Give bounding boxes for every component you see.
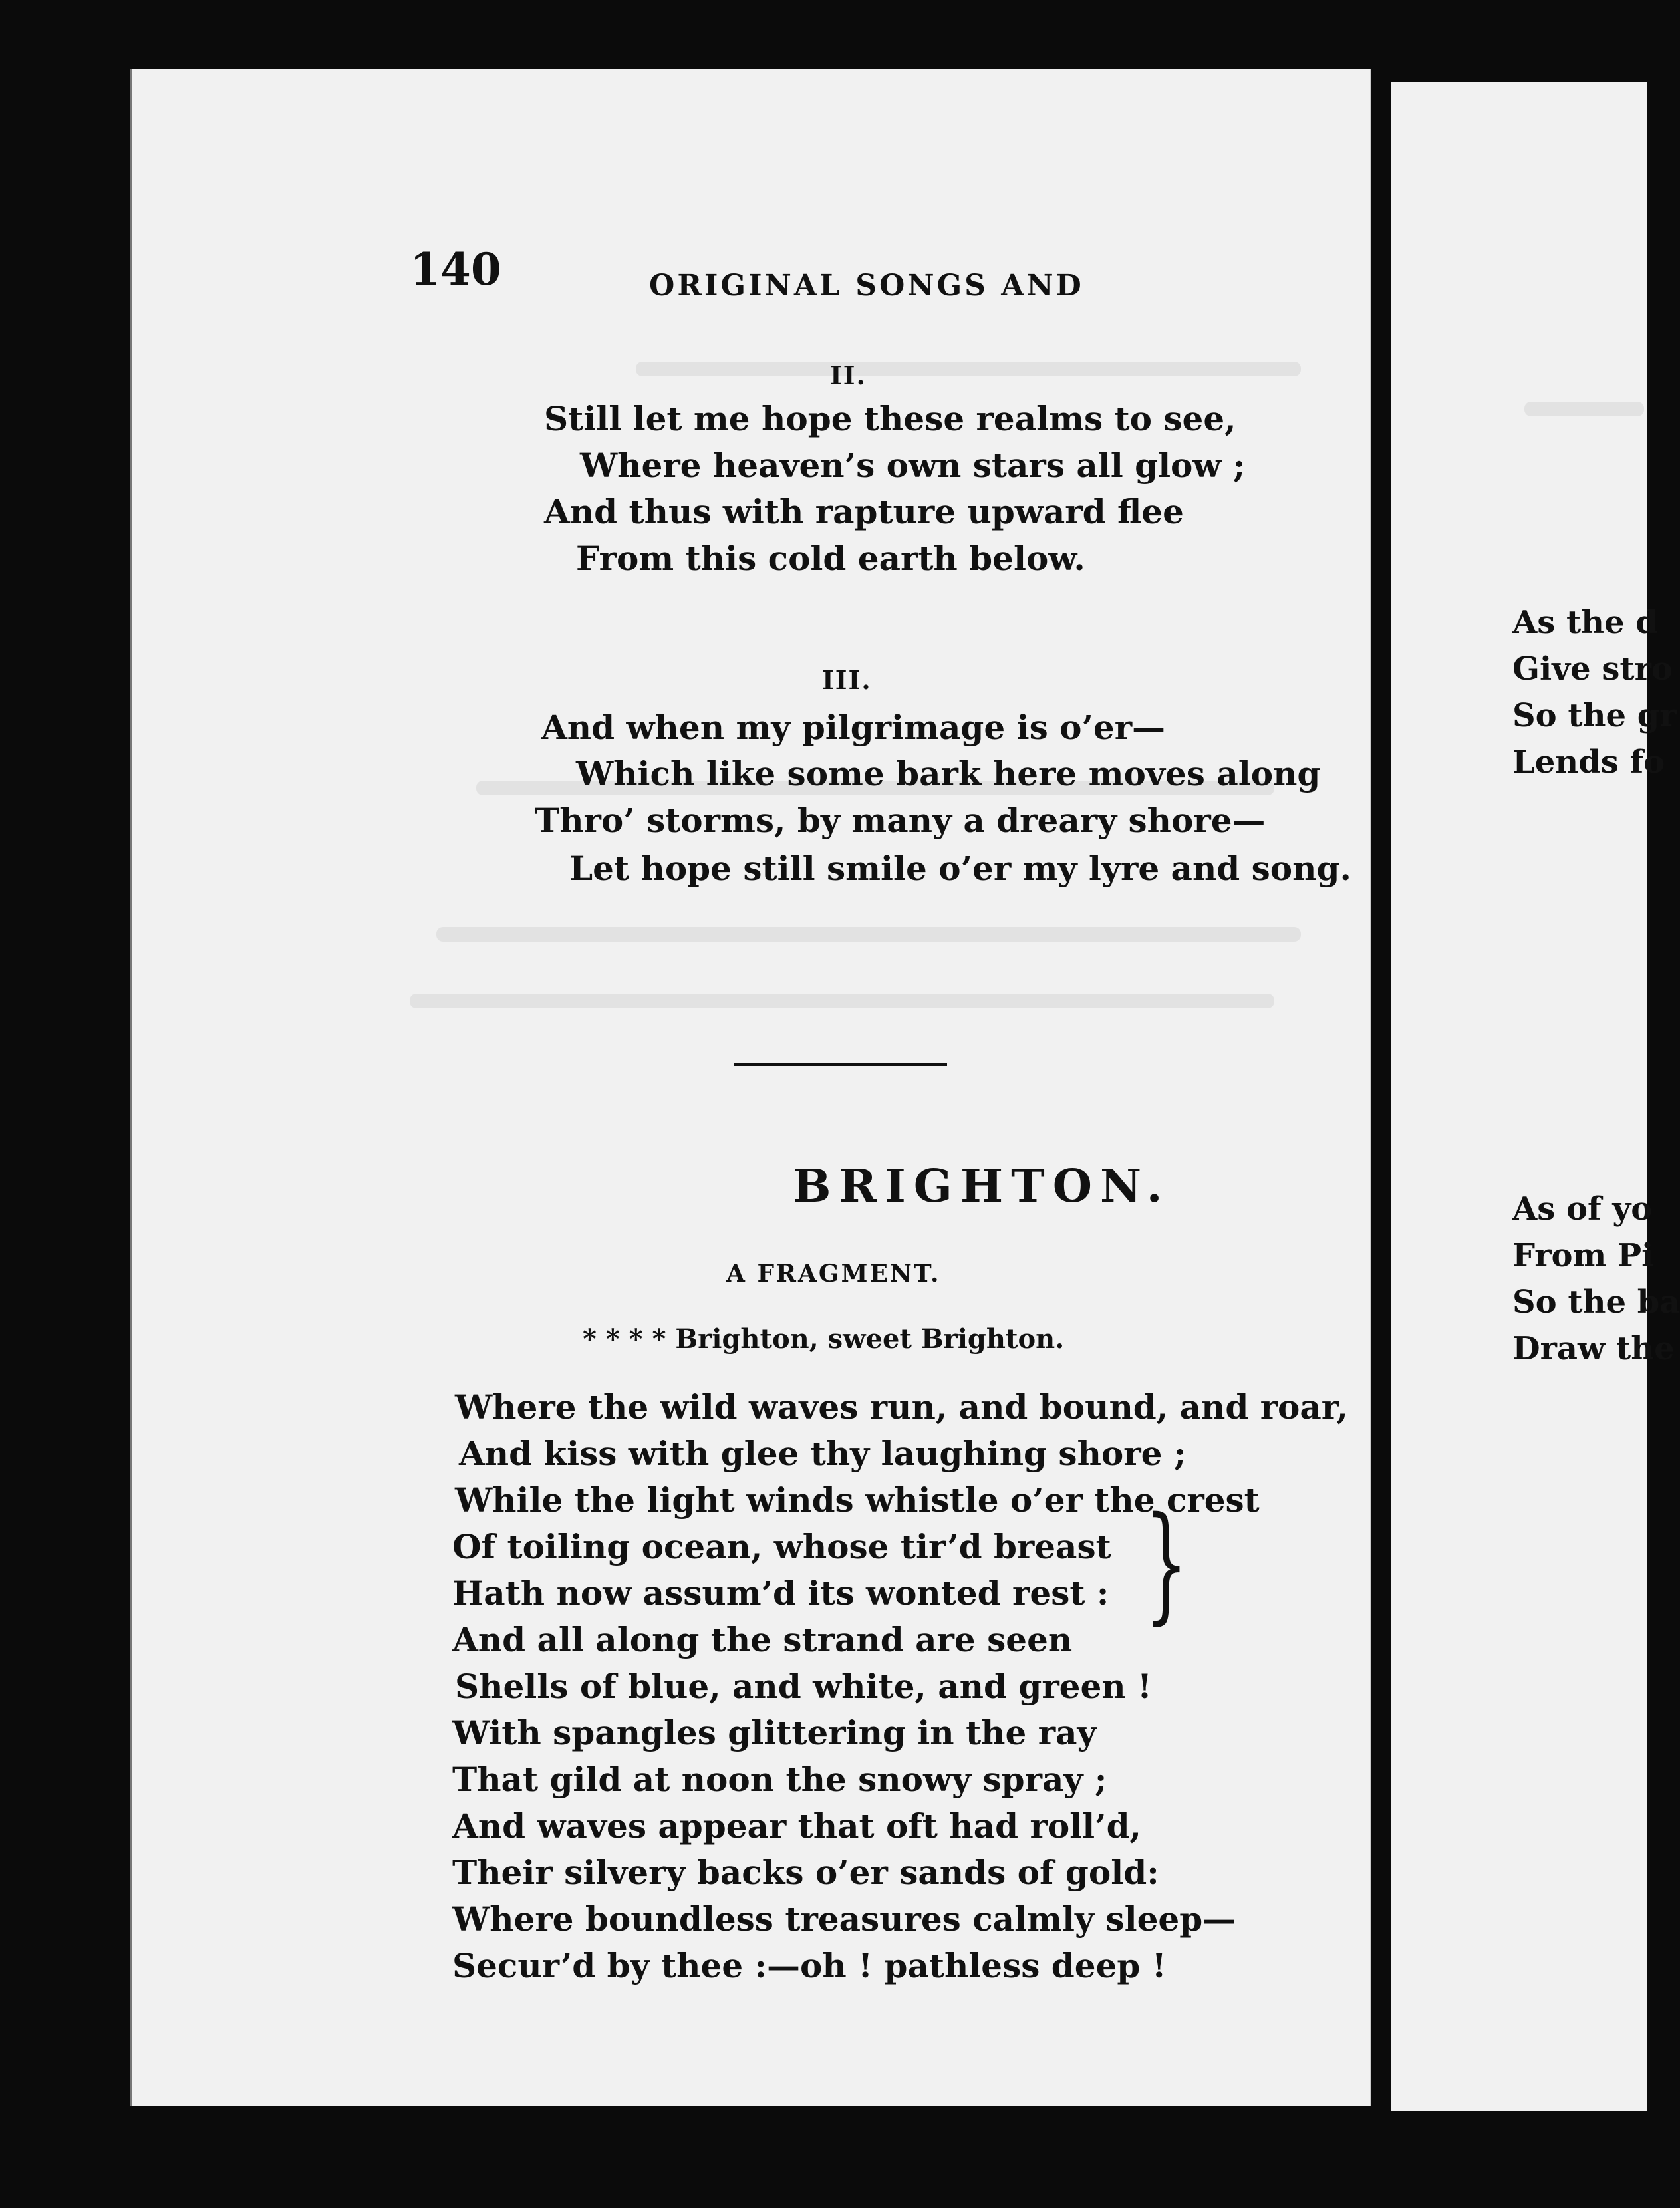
verse-line: Let hope still smile o’er my lyre and song. — [569, 849, 1351, 888]
verse-line: As the d — [1512, 604, 1658, 641]
verse-line: Which like some bark here moves along — [576, 754, 1321, 793]
section-divider — [734, 1063, 947, 1066]
verse-line: Where boundless treasures calmly sleep— — [452, 1899, 1236, 1939]
verse-line: Hath now assum’d its wonted rest : — [452, 1574, 1109, 1613]
running-head: ORIGINAL SONGS AND — [649, 269, 1084, 303]
bleed-through-mark — [410, 994, 1274, 1008]
verse-line: Where heaven’s own stars all glow ; — [580, 446, 1246, 485]
stanza-number: II. — [830, 360, 867, 390]
verse-line: So the ba — [1512, 1284, 1680, 1321]
verse-line: Give stro — [1512, 650, 1673, 688]
verse-line: Secur’d by thee :—oh ! pathless deep ! — [452, 1946, 1167, 1985]
verse-line: Shells of blue, and white, and green ! — [455, 1667, 1152, 1706]
verse-line: From this cold earth below. — [576, 539, 1085, 578]
left-page — [130, 69, 1371, 2106]
verse-line: Their silvery backs o’er sands of gold: — [452, 1853, 1159, 1892]
poem-subtitle: A FRAGMENT. — [726, 1260, 941, 1288]
stanza-number: III. — [822, 665, 872, 695]
page-number: 140 — [410, 243, 501, 295]
bleed-through-mark — [1524, 402, 1644, 416]
verse-line: And all along the strand are seen — [452, 1620, 1073, 1659]
verse-line: And when my pilgrimage is o’er— — [541, 708, 1166, 747]
verse-line: Thro’ storms, by many a dreary shore— — [535, 801, 1266, 840]
verse-line: While the light winds whistle o’er the crest — [455, 1480, 1260, 1520]
verse-line: Draw the — [1512, 1330, 1675, 1367]
epigraph: * * * * Brighton, sweet Brighton. — [583, 1323, 1065, 1355]
verse-line: Where the wild waves run, and bound, and roar, — [455, 1387, 1348, 1427]
verse-line: From Pi — [1512, 1237, 1654, 1274]
verse-line: As of yo — [1512, 1190, 1653, 1228]
verse-line: That gild at noon the snowy spray ; — [452, 1760, 1107, 1799]
verse-line: Still let me hope these realms to see, — [544, 399, 1236, 438]
curly-brace: } — [1144, 1490, 1189, 1637]
verse-line: And waves appear that oft had roll’d, — [452, 1806, 1141, 1846]
right-page — [1391, 82, 1680, 2111]
poem-title: BRIGHTON. — [793, 1160, 1171, 1213]
verse-line: With spangles glittering in the ray — [452, 1713, 1097, 1752]
verse-line: Of toiling ocean, whose tir’d breast — [452, 1527, 1111, 1566]
verse-line: And thus with rapture upward flee — [544, 492, 1184, 531]
verse-line: So the gr — [1512, 697, 1677, 734]
verse-line: And kiss with glee thy laughing shore ; — [459, 1434, 1187, 1473]
bleed-through-mark — [636, 362, 1301, 376]
verse-line: Lends fo — [1512, 744, 1665, 781]
bleed-through-mark — [436, 927, 1301, 942]
